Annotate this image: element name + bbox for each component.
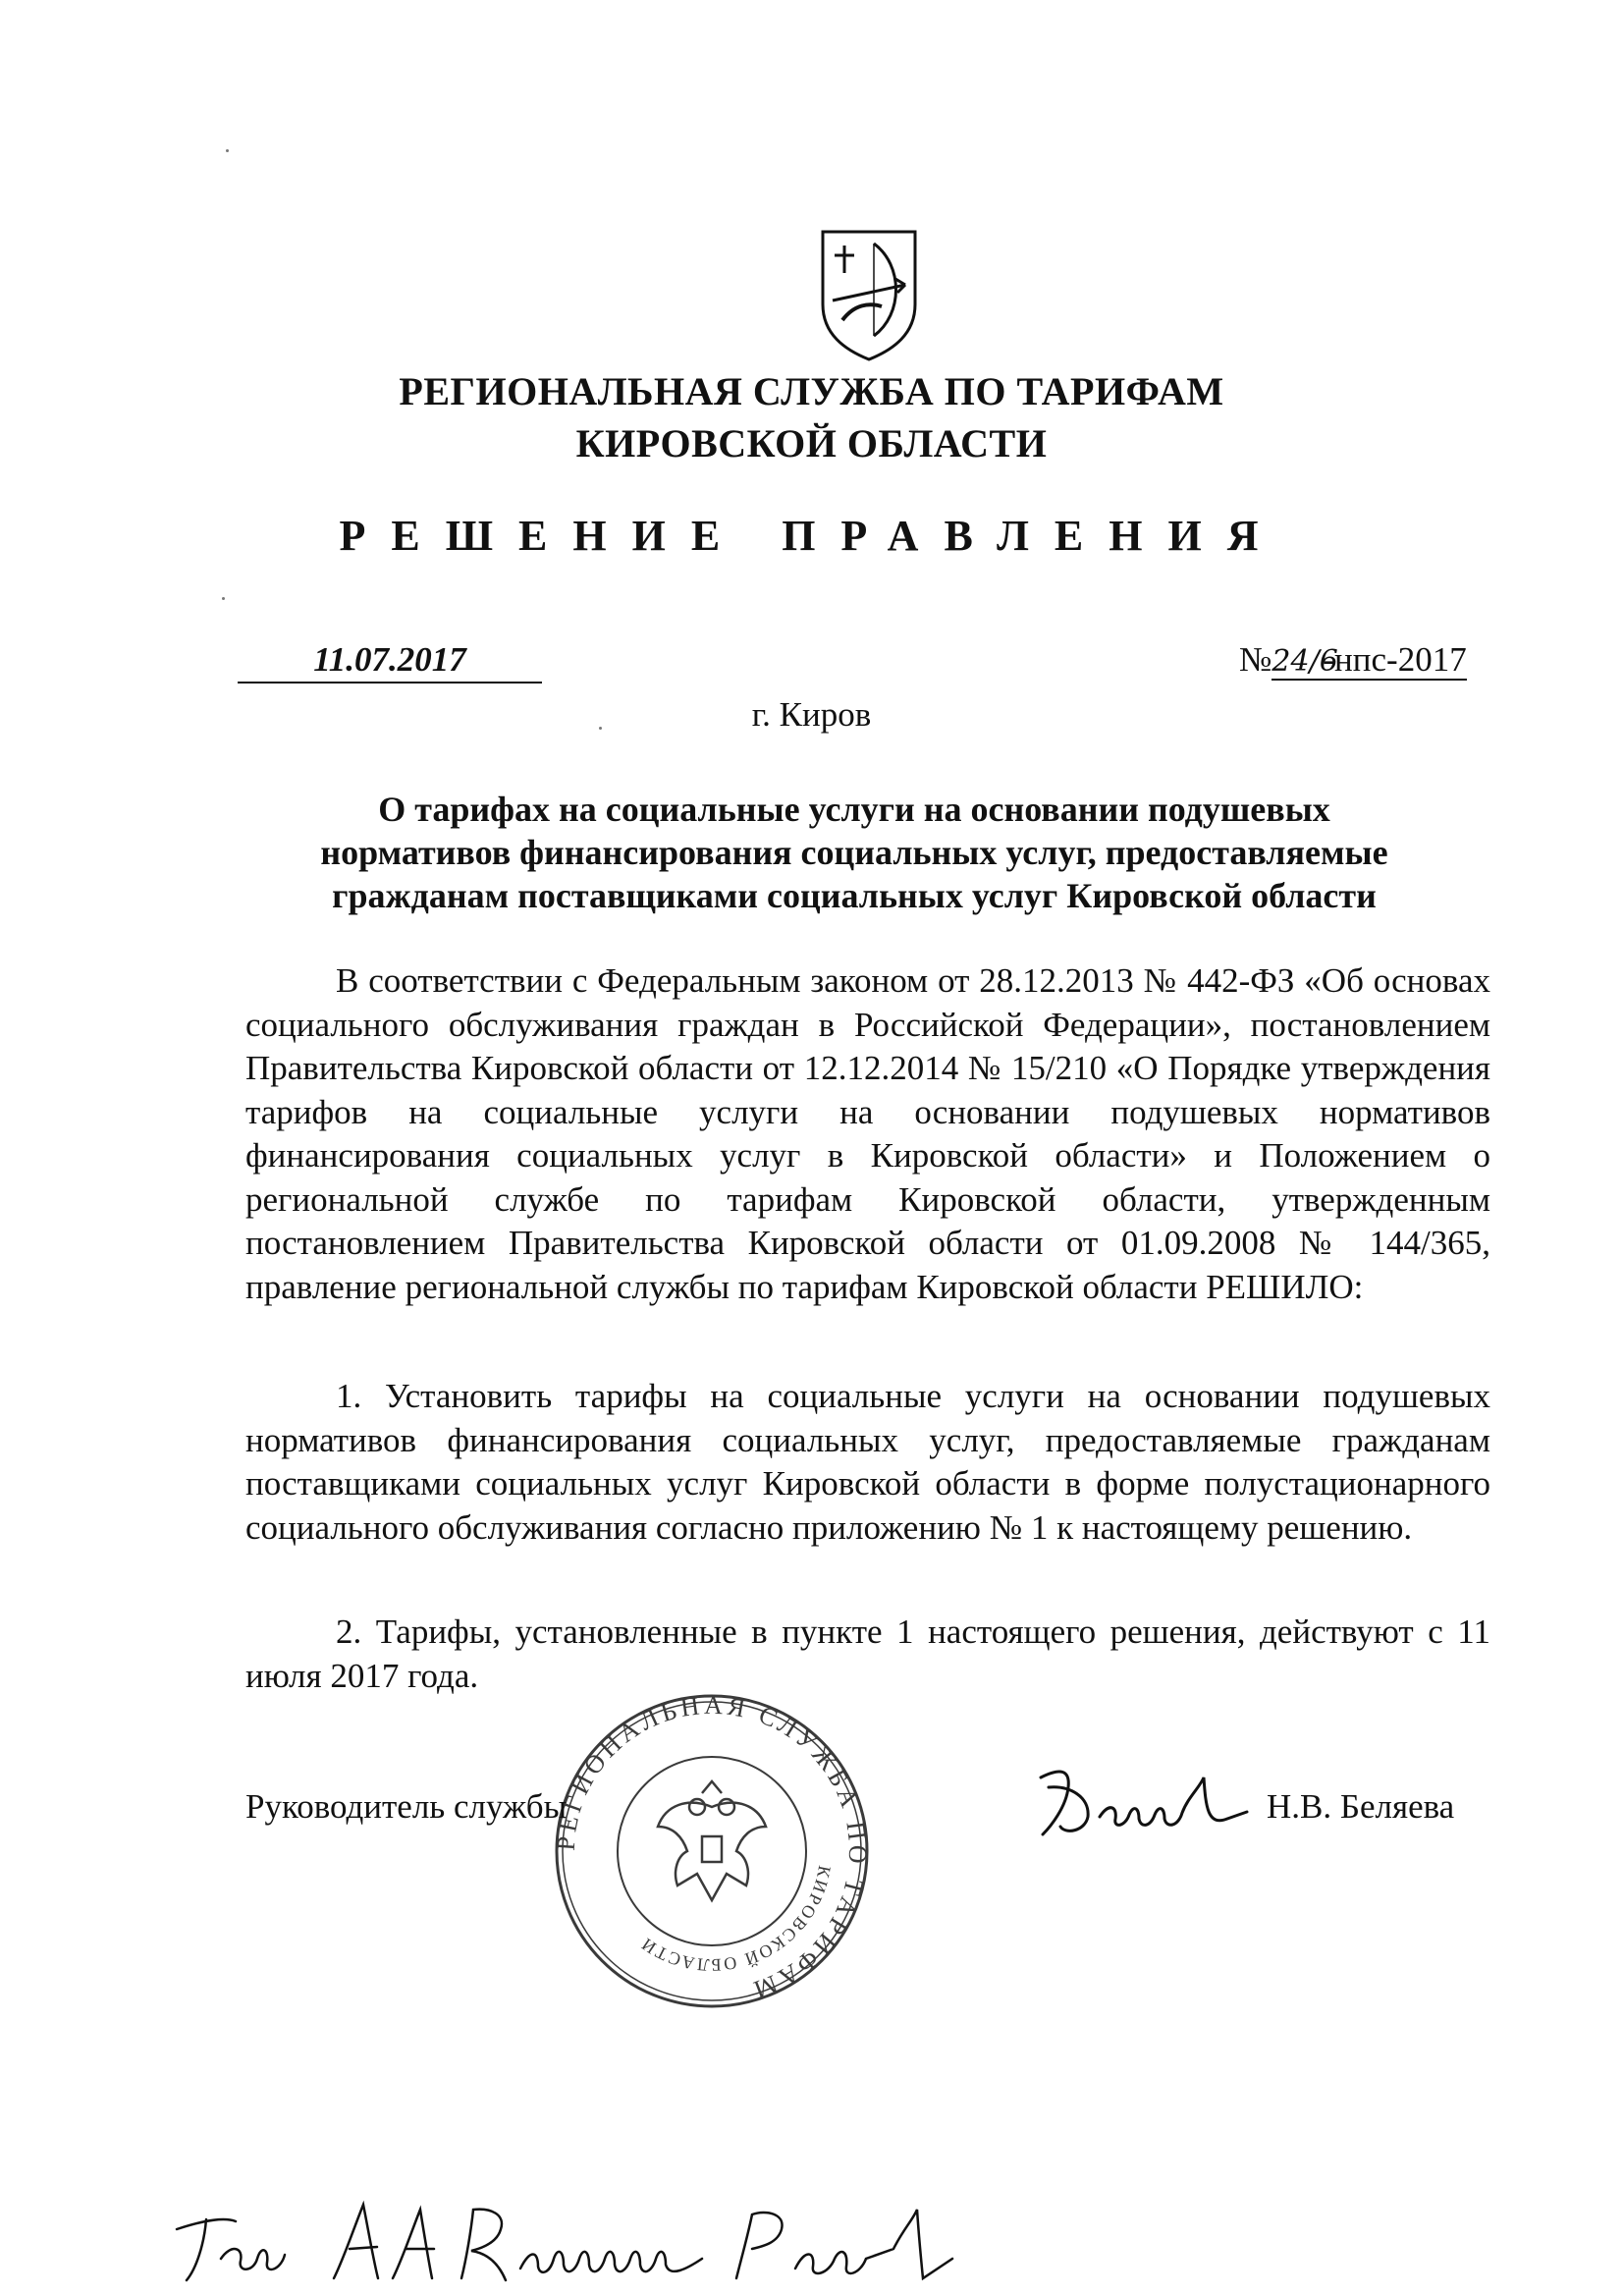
signer-position: Руководитель службы: [245, 1787, 568, 1826]
handwritten-approval-marks: [167, 2190, 1051, 2288]
number-prefix: №: [1239, 640, 1272, 679]
paragraph-text: 1. Установить тарифы на социальные услуги на основании подушевых нормативов финансирования социальных услуг, предоставляемые гражданам поставщиками социальных услуг Кировской области в форме полустационарного социального обслуживания согласно приложению № 1 к настоящему решению.: [245, 1377, 1490, 1547]
paragraph-text: 2. Тарифы, установленные в пункте 1 настоящего решения, действуют с 11 июля 2017 года.: [245, 1613, 1490, 1695]
document-number: [1239, 640, 1467, 681]
document-title: [216, 788, 1492, 917]
document-date: 11.07.2017: [238, 640, 542, 683]
number-suffix: -нпс-2017: [1323, 640, 1467, 679]
city: г. Киров: [751, 695, 872, 734]
paragraph-text: В соответствии с Федеральным законом от 28.12.2013 № 442-ФЗ «Об основах социального обслуживания граждан в Российской Федерации», постановлением Правительства Кировской области от 12.12.2014 № 15/210 «О Порядке утверждения тарифов на социальные услуги на основании подушевых нормативов финансирования социальных услуг в Кировской области» и Положением о региональной службе по тарифам Кировской области, утвержденным постановлением Правительства Кировской области от 01.09.2008 № 144/365, правление региональной службы по тарифам Кировской области РЕШИЛО:: [245, 961, 1490, 1306]
title-line: О тарифах на социальные услуги на основании подушевых: [378, 790, 1330, 829]
paragraph-item-1: [245, 1375, 1490, 1550]
scan-speck: [222, 597, 225, 600]
stamp-inner-text: КИРОВСКОЙ ОБЛАСТИ: [636, 1864, 836, 1976]
document-type: РЕШЕНИЕ ПРАВЛЕНИЯ: [339, 512, 1284, 560]
signer-name: Н.В. Беляева: [1267, 1787, 1455, 1826]
title-line: гражданам поставщиками социальных услуг Кировской области: [332, 876, 1377, 915]
title-line: нормативов финансирования социальных услуг, предоставляемые: [320, 833, 1388, 872]
stamp-outer-text: РЕГИОНАЛЬНАЯ СЛУЖБА ПО ТАРИФАМ: [551, 1690, 873, 2006]
eagle-emblem-icon: [658, 1781, 766, 1900]
org-name-line1: РЕГИОНАЛЬНАЯ СЛУЖБА ПО ТАРИФАМ: [399, 369, 1224, 413]
coat-of-arms-icon: [815, 226, 923, 363]
scan-speck: [599, 727, 602, 730]
paragraph-preamble: [245, 959, 1490, 1309]
org-name-line2: КИРОВСКОЙ ОБЛАСТИ: [575, 421, 1048, 465]
official-stamp: [550, 1689, 874, 2013]
number-handwritten: 24/6: [1271, 644, 1338, 679]
paragraph-item-2: [245, 1611, 1490, 1698]
signature-handwritten: [1031, 1758, 1257, 1846]
scan-speck: [226, 149, 229, 152]
